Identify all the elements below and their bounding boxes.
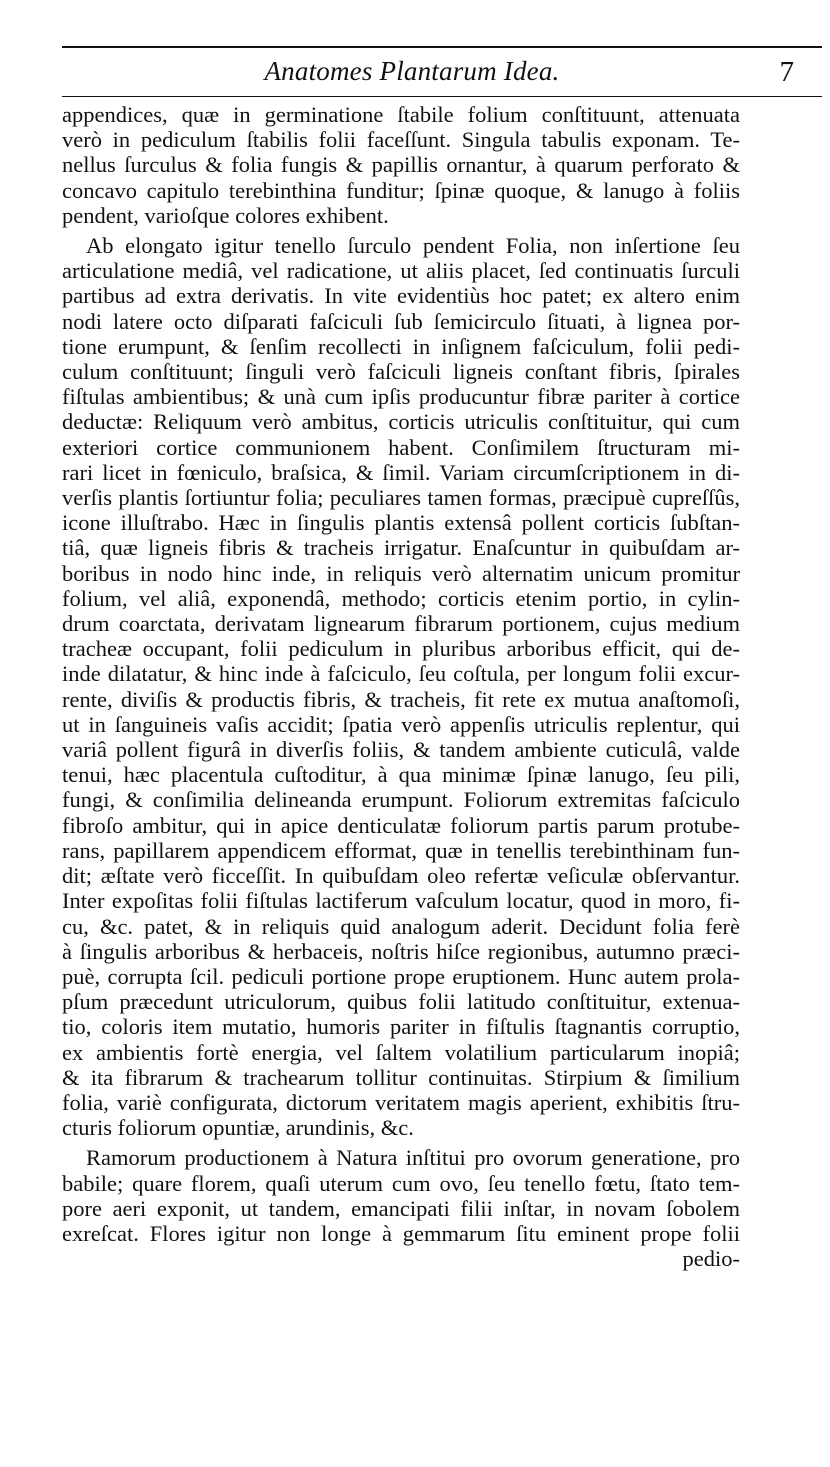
text-line: Ramorum productionem à Natura inſtitui pro ovorum generatione, pro — [86, 1145, 740, 1171]
text-line: pore aeri exponit, ut tandem, emancipati filii inſtar, in novam ſobolem — [62, 1195, 740, 1221]
text-line: pendent, varioſque colores exhibent. — [62, 202, 389, 228]
text-line: culum conſtituunt; ſinguli verò faſciculi ligneis conſtant fibris, ſpirales — [62, 359, 740, 385]
text-line: tracheæ occupant, folii pediculum in pluribus arboribus efficit, qui de- — [62, 636, 740, 662]
text-line: tio, coloris item mutatio, humoris pariter in fiſtulis ſtagnantis corruptio, — [62, 1014, 740, 1040]
text-line: puè, corrupta ſcil. pediculi portione prope eruptionem. Hunc autem prola- — [62, 963, 740, 989]
text-line: cturis foliorum opuntiæ, arundinis, &c. — [62, 1115, 414, 1141]
text-line: folium, vel aliâ, exponendâ, methodo; corticis etenim portio, in cylin- — [62, 585, 740, 611]
running-head — [62, 52, 822, 96]
text-line: variâ pollent figurâ in diverſis foliis, & tandem ambiente cuticulâ, valde — [62, 737, 740, 763]
text-line: babile; quare florem, quaſi uterum cum ovo, ſeu tenello fœtu, ſtato tem- — [62, 1170, 740, 1196]
text-line: dit; æſtate verò ficceſſit. In quibuſdam oleo refertæ veſiculæ obſervantur. — [62, 863, 740, 889]
text-line: inde dilatatur, & hinc inde à faſciculo, ſeu coſtula, per longum folii excur- — [62, 661, 740, 687]
text-line: icone illuſtrabo. Hæc in ſingulis plantis extensâ pollent corticis ſubſtan- — [62, 510, 740, 536]
text-line: tenui, hæc placentula cuſtoditur, à qua minimæ ſpinæ lanugo, ſeu pili, — [62, 762, 740, 788]
text-line: nodi latere octo diſparati faſciculi ſub ſemicirculo ſituati, à lignea por- — [62, 308, 740, 334]
text-line: rente, diviſis & productis fibris, & tracheis, fit rete ex mutua anaſtomoſi, — [62, 686, 740, 712]
page-number: 7 — [779, 56, 794, 88]
paragraph — [62, 233, 740, 1140]
text-line: fibroſo ambitur, qui in apice denticulatæ foliorum partis parum protube- — [62, 812, 740, 838]
text-block — [62, 102, 740, 1271]
text-line: boribus in nodo hinc inde, in reliquis verò alternatim unicum promitur — [62, 560, 740, 586]
catchword: pedio- — [682, 1246, 740, 1272]
text-line: articulatione mediâ, vel radicatione, ut aliis placet, ſed continuatis ſurculi — [62, 258, 740, 284]
text-line: appendices, quæ in germinatione ſtabile folium conſtituunt, attenuata — [62, 102, 740, 127]
text-line: tione erumpunt, & ſenſim recollecti in inſignem faſciculum, folii pedi- — [62, 333, 740, 359]
text-line: & ita fibrarum & trachearum tollitur continuitas. Stirpium & ſimilium — [62, 1064, 740, 1090]
paragraph — [62, 1145, 740, 1246]
text-line: fungi, & conſimilia delineanda erumpunt. Foliorum extremitas faſciculo — [62, 787, 740, 813]
text-line: exteriori cortice communionem habent. Conſimilem ſtructuram mi- — [62, 434, 740, 460]
text-line: verò in pediculum ſtabilis folii faceſſunt. Singula tabulis exponam. Te- — [62, 127, 740, 153]
text-line: exreſcat. Flores igitur non longe à gemmarum ſitu eminent prope folii — [62, 1220, 740, 1246]
text-line: Ab elongato igitur tenello ſurculo pendent Folia, non inſertione ſeu — [86, 233, 740, 259]
text-line: folia, variè configurata, dictorum veritatem magis aperient, exhibitis ſtru- — [62, 1089, 740, 1115]
text-line: ex ambientis fortè energia, vel ſaltem volatilium particularum inopiâ; — [62, 1039, 740, 1065]
text-line: concavo capitulo terebinthina funditur; ſpinæ quoque, & lanugo à foliis — [62, 177, 740, 203]
text-line: rari licet in fœniculo, braſsica, & ſimil. Variam circumſcriptionem in di- — [62, 459, 740, 485]
text-line: Inter expoſitas folii fiſtulas lactiferum vaſculum locatur, quod in moro, fi- — [62, 888, 740, 914]
text-line: deductæ: Reliquum verò ambitus, corticis utriculis conſtituitur, qui cum — [62, 409, 740, 435]
text-line: tiâ, quæ ligneis fibris & tracheis irrigatur. Enaſcuntur in quibuſdam ar- — [62, 535, 740, 561]
text-line: à ſingulis arboribus & herbaceis, noſtris hiſce regionibus, autumno præci- — [62, 938, 740, 964]
top-rule — [62, 46, 822, 48]
text-line: drum coarctata, derivatam lignearum fibrarum portionem, cujus medium — [62, 611, 740, 637]
text-line: verſis plantis ſortiuntur folia; peculiares tamen formas, præcipuè cupreſſûs, — [62, 485, 740, 511]
text-line: pſum præcedunt utriculorum, quibus folii latitudo conſtituitur, extenua- — [62, 989, 740, 1015]
paragraph — [62, 102, 740, 228]
text-line: rans, papillarem appendicem efformat, quæ in tenellis terebinthinam fun- — [62, 837, 740, 863]
text-line: partibus ad extra derivatis. In vite evidentiùs hoc patet; ex altero enim — [62, 283, 740, 309]
text-line: nellus ſurculus & folia fungis & papillis ornantur, à quarum perforato & — [62, 152, 740, 178]
text-line: cu, &c. patet, & in reliquis quid analogum aderit. Decidunt folia ferè — [62, 913, 740, 939]
running-title: Anatomes Plantarum Idea. — [264, 56, 560, 86]
text-line: fiſtulas ambientibus; & unà cum ipſis producuntur fibræ pariter à cortice — [62, 384, 740, 410]
head-rule — [62, 96, 822, 97]
text-line: ut in ſanguineis vaſis accidit; ſpatia verò appenſis utriculis replentur, qui — [62, 711, 740, 737]
